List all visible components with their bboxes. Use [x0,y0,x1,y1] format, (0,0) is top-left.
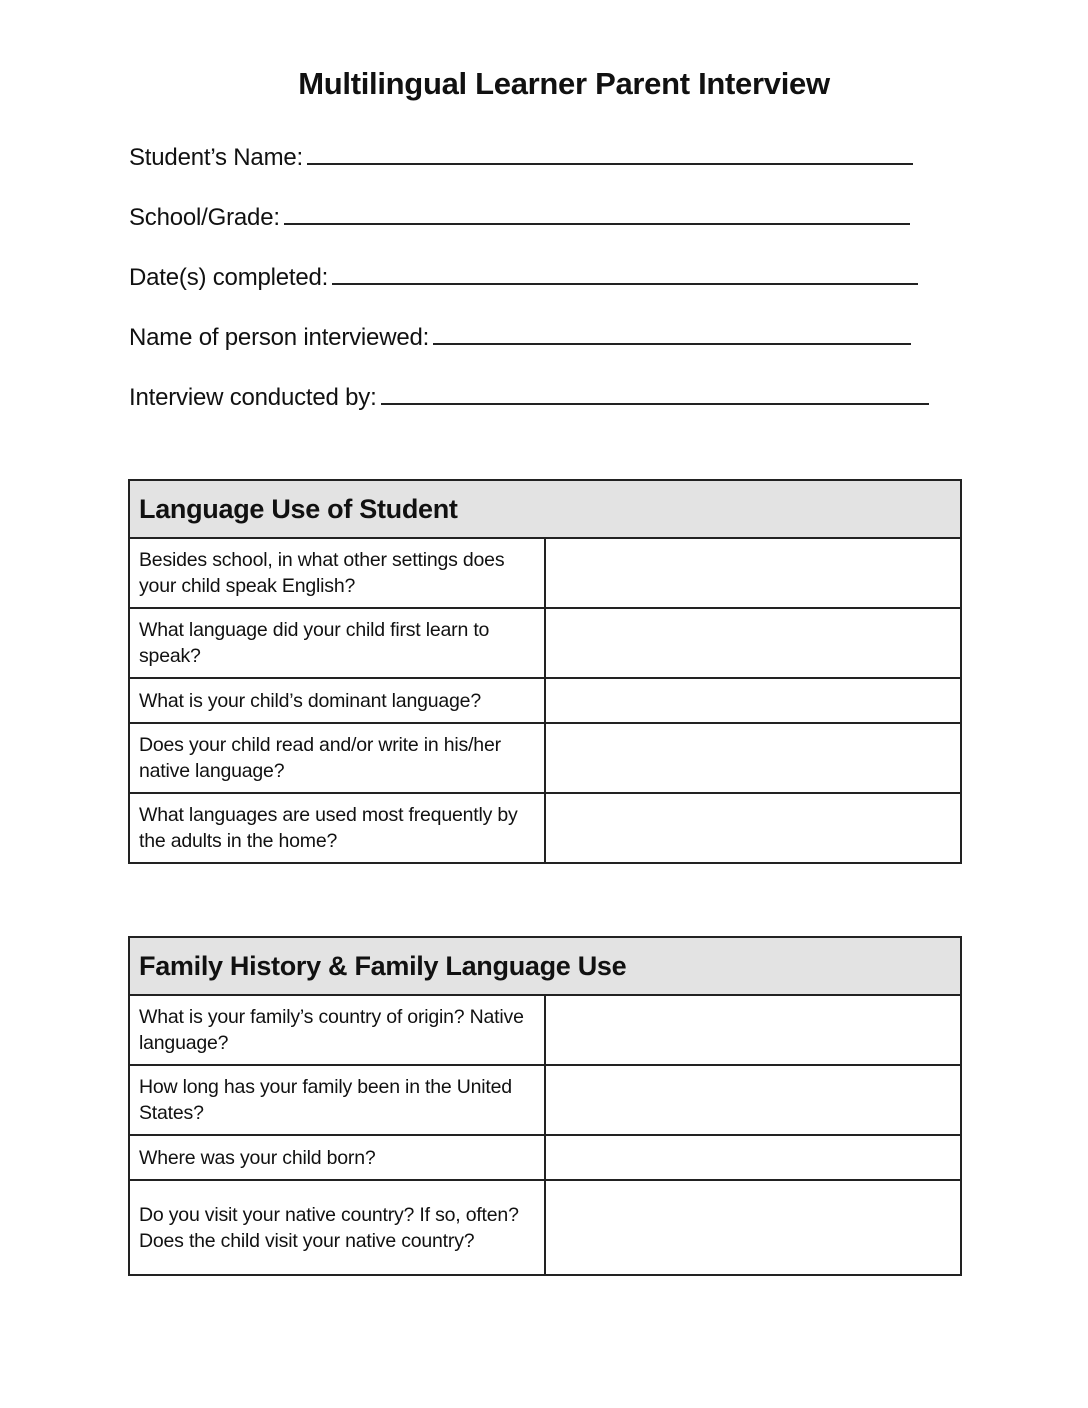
interviewer-label: Interview conducted by: [129,384,377,411]
answer-cell[interactable] [545,608,961,678]
table-row [129,995,961,1065]
question-cell: Where was your child born? [129,1135,545,1180]
question-cell: What language did your child first learn to speak? [129,608,545,678]
answer-cell[interactable] [545,1180,961,1275]
student-name-label: Student’s Name: [129,144,303,171]
school-grade-field[interactable] [129,204,910,232]
question-cell: What is your child’s dominant language? [129,678,545,723]
school-grade-blank[interactable] [284,205,910,225]
question-cell: Besides school, in what other settings does your child speak English? [129,538,545,608]
table-row [129,1065,961,1135]
answer-cell[interactable] [545,723,961,793]
answer-cell[interactable] [545,538,961,608]
dates-completed-label: Date(s) completed: [129,264,329,291]
language-use-table [128,479,962,864]
answer-cell[interactable] [545,1065,961,1135]
person-interviewed-blank[interactable] [433,325,911,345]
interviewer-blank[interactable] [381,385,929,405]
question-cell: What is your family’s country of origin? Native language? [129,995,545,1065]
table-row [129,608,961,678]
interviewer-field[interactable] [129,384,929,412]
table-row [129,793,961,863]
table-row [129,1180,961,1275]
person-interviewed-label: Name of person interviewed: [129,324,430,351]
table-row [129,538,961,608]
school-grade-label: School/Grade: [129,204,280,231]
answer-cell[interactable] [545,1135,961,1180]
dates-completed-field[interactable] [129,264,918,292]
table-row [129,678,961,723]
person-interviewed-field[interactable] [129,324,911,352]
form-title: Multilingual Learner Parent Interview [298,66,830,101]
question-cell: Do you visit your native country? If so, often? Does the child visit your native country? [129,1180,545,1275]
answer-cell[interactable] [545,678,961,723]
language-use-heading: Language Use of Student [129,480,961,538]
question-cell: How long has your family been in the United States? [129,1065,545,1135]
family-history-heading: Family History & Family Language Use [129,937,961,995]
student-name-field[interactable] [129,144,913,172]
family-history-table [128,936,962,1276]
student-name-blank[interactable] [307,145,913,165]
question-cell: Does your child read and/or write in his/her native language? [129,723,545,793]
question-cell: What languages are used most frequently by the adults in the home? [129,793,545,863]
answer-cell[interactable] [545,793,961,863]
answer-cell[interactable] [545,995,961,1065]
table-row [129,723,961,793]
table-row [129,1135,961,1180]
dates-completed-blank[interactable] [332,265,918,285]
